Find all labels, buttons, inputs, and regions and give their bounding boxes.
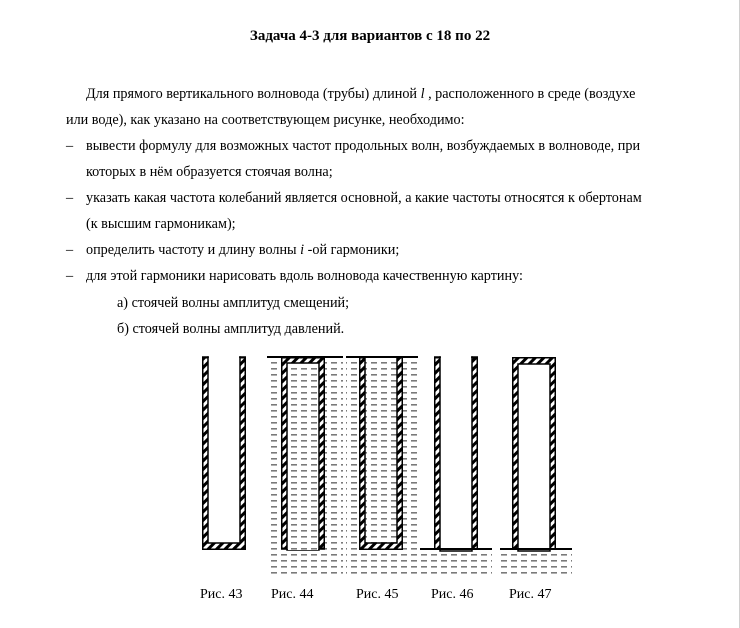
- length-variable: l: [420, 86, 425, 102]
- figure-45-submerged-closed-bottom: [346, 355, 418, 578]
- bullet-1-line-2: которых в нём образуется стоячая волна;: [86, 164, 333, 180]
- figure-47-caption: Рис. 47: [509, 587, 552, 602]
- bullet-marker: –: [66, 268, 74, 284]
- bullet-marker: –: [66, 138, 74, 154]
- figure-44-submerged-closed-top: [267, 357, 343, 578]
- bullet-2-line-2: (к высшим гармоникам);: [86, 216, 236, 232]
- figure-46-caption: Рис. 46: [431, 587, 474, 602]
- bullet-marker: –: [66, 190, 74, 206]
- figure-43-tube: [202, 355, 246, 550]
- figure-44-caption: Рис. 44: [271, 587, 314, 602]
- bullet-3-text-cont: -ой гармоники;: [304, 242, 400, 258]
- bullet-2-line-1: указать какая частота колебаний является основной, а какие частоты относятся к обертонам: [86, 190, 642, 206]
- subitem-b: б) стоячей волны амплитуд давлений.: [117, 321, 345, 337]
- figure-45-caption: Рис. 45: [356, 587, 399, 602]
- bullet-marker: –: [66, 242, 74, 258]
- bullet-4-line-1: для этой гармоники нарисовать вдоль волновода качественную картину:: [86, 268, 523, 284]
- figure-46-open-tube-on-water: [420, 355, 492, 578]
- intro-line-2: или воде), как указано на соответствующем рисунке, необходимо:: [66, 112, 465, 128]
- intro-text: Для прямого вертикального волновода (трубы) длиной: [86, 86, 421, 102]
- intro-text-cont: , расположенного в среде (воздухе: [424, 86, 636, 102]
- bullet-3-text: определить частоту и длину волны: [86, 242, 301, 258]
- harmonic-variable: i: [300, 242, 305, 258]
- bullet-1-line-1: вывести формулу для возможных частот продольных волн, возбуждаемых в волноводе, при: [86, 138, 641, 154]
- figure-47-closed-top-tube-on-water: [500, 357, 572, 578]
- figure-43-caption: Рис. 43: [200, 587, 243, 602]
- task-title: Задача 4-3 для вариантов с 18 по 22: [249, 28, 491, 44]
- subitem-a: а) стоячей волны амплитуд смещений;: [117, 295, 350, 311]
